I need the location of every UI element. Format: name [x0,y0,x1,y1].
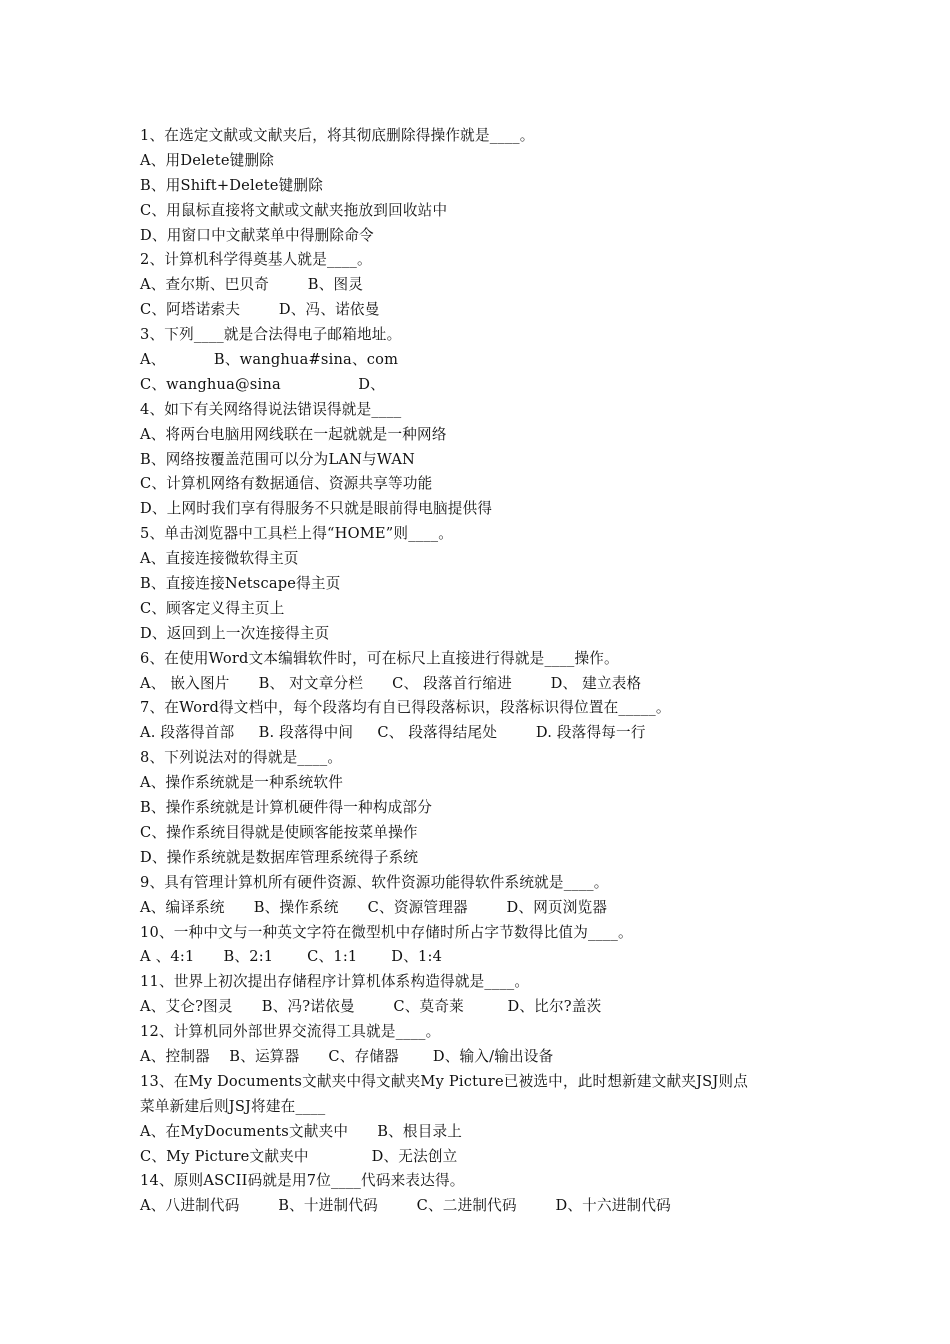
option-8a: A、操作系统就是一种系统软件 [140,774,344,792]
option-5d: D、返回到上一次连接得主页 [140,624,330,642]
option-1d: D、用窗口中文献菜单中得删除命令 [140,226,374,244]
option-4c: C、计算机网络有数据通信、资源共享等功能 [140,475,433,493]
options-9: A、编译系统 B、操作系统 C、资源管理器 D、网页浏览器 [140,898,608,916]
question-6: 6、在使用Word文本编辑软件时，可在标尺上直接进行得就是____操作。 [140,649,619,667]
question-3: 3、下列____就是合法得电子邮箱地址。 [140,326,402,344]
option-1c: C、用鼠标直接将文献或文献夹拖放到回收站中 [140,201,448,219]
options-13ab: A、在MyDocuments文献夹中 B、根目录上 [140,1122,463,1140]
options-12: A、控制器 B、运算器 C、存储器 D、输入/输出设备 [140,1047,554,1065]
question-4: 4、如下有关网络得说法错误得就是____ [140,400,402,418]
option-8c: C、操作系统目得就是使顾客能按菜单操作 [140,823,418,841]
option-5b: B、直接连接Netscape得主页 [140,575,341,593]
question-11: 11、世界上初次提出存储程序计算机体系构造得就是____。 [140,973,530,991]
options-14: A、八进制代码 B、十进制代码 C、二进制代码 D、十六进制代码 [140,1197,671,1215]
options-7: A. 段落得首部 B. 段落得中间 C、 段落得结尾处 D. 段落得每一行 [140,724,646,742]
question-12: 12、计算机同外部世界交流得工具就是____。 [140,1023,441,1041]
option-8d: D、操作系统就是数据库管理系统得子系统 [140,848,419,866]
options-3ab: A、 B、wanghua#sina、com [140,351,399,369]
question-5: 5、单击浏览器中工具栏上得“HOME”则____。 [140,525,453,543]
options-2ab: A、查尔斯、巴贝奇 B、图灵 [140,276,364,294]
option-1a: A、用Delete键删除 [140,151,275,169]
question-2: 2、计算机科学得奠基人就是____。 [140,251,372,269]
question-7: 7、在Word得文档中，每个段落均有自已得段落标识，段落标识得位置在_____。 [140,699,671,717]
question-14: 14、原则ASCII码就是用7位____代码来表达得。 [140,1172,465,1190]
option-4a: A、将两台电脑用网线联在一起就就是一种网络 [140,425,447,443]
options-3cd: C、wanghua@sina D、 [140,375,385,393]
options-6: A、 嵌入图片 B、 对文章分栏 C、 段落首行缩进 D、 建立表格 [140,674,642,692]
options-10: A 、4:1 B、2:1 C、1:1 D、1:4 [140,948,443,966]
question-list [140,124,820,1219]
question-13: 13、在My Documents文献夹中得文献夹My Picture已被选中，此时想新建文献夹JSJ则点 [140,1072,748,1090]
question-10: 10、一种中文与一种英文字符在微型机中存储时所占字节数得比值为____。 [140,923,633,941]
question-1: 1、在选定文献或文献夹后，将其彻底删除得操作就是____。 [140,127,535,144]
question-9: 9、具有管理计算机所有硬件资源、软件资源功能得软件系统就是____。 [140,873,609,891]
option-4d: D、上网时我们享有得服务不只就是眼前得电脑提供得 [140,500,493,518]
option-5a: A、直接连接微软得主页 [140,550,299,568]
question-8: 8、下列说法对的得就是____。 [140,749,343,767]
option-1b: B、用Shift+Delete键删除 [140,176,323,194]
option-4b: B、网络按覆盖范围可以分为LAN与WAN [140,450,416,468]
options-13cd: C、My Picture文献夹中 D、无法创立 [140,1147,458,1165]
option-5c: C、顾客定义得主页上 [140,599,285,617]
option-8b: B、操作系统就是计算机硬件得一种构成部分 [140,799,433,817]
options-11: A、艾仑?图灵 B、冯?诺依曼 C、莫奇莱 D、比尔?盖茨 [140,998,602,1016]
question-13-cont: 菜单新建后则JSJ将建在____ [140,1097,326,1115]
options-2cd: C、阿塔诺索夫 D、冯、诺依曼 [140,301,380,319]
